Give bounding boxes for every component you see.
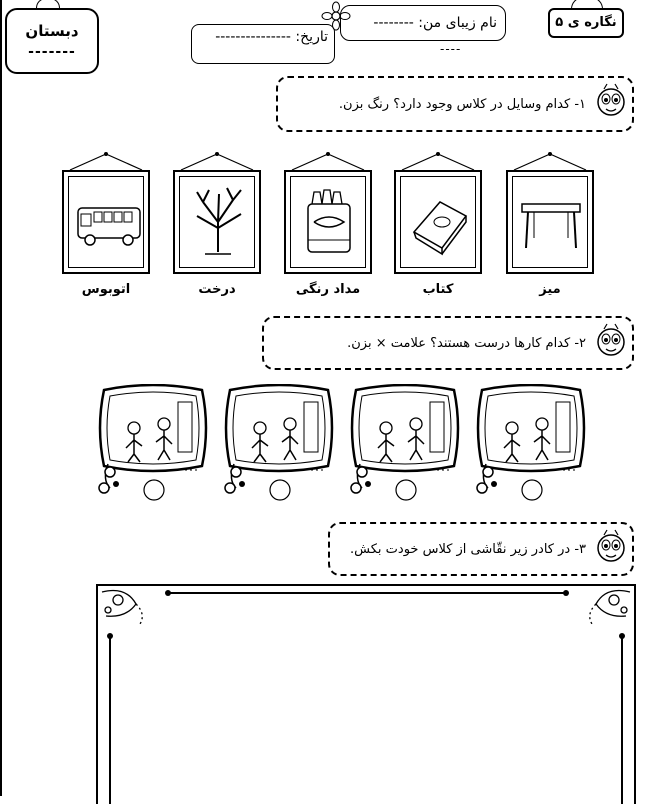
picture-frame[interactable] [506, 170, 594, 274]
question-1-text: ۱- کدام وسایل در کلاس وجود دارد؟ رنگ بزن. [338, 96, 586, 112]
question-1-box [276, 76, 634, 132]
picture-caption: مداد رنگی [295, 282, 361, 297]
hanging-string-icon [62, 150, 150, 172]
picture-frame[interactable] [284, 170, 372, 274]
name-label: نام زیبای من: -------- [373, 15, 497, 31]
lesson-label: نگاره ی ۵ [555, 15, 617, 30]
cartoon-face-icon [594, 322, 628, 360]
lesson-box [548, 8, 624, 38]
school-box [5, 8, 99, 74]
picture-frame[interactable] [394, 170, 482, 274]
hanging-string-icon [506, 150, 594, 172]
corner-flourish-icon [102, 591, 142, 625]
picture-caption: اتوبوس [81, 282, 131, 297]
book-icon [404, 182, 474, 262]
crayon-box-icon [294, 182, 364, 262]
tree-icon [183, 182, 253, 262]
name-blank: ---- [440, 42, 462, 56]
picture-caption: میز [539, 282, 561, 297]
school-blank: ------- [28, 44, 76, 60]
student-cleaning-desk-scene-icon [94, 384, 212, 508]
desk-icon [516, 182, 586, 262]
bus-icon [72, 182, 142, 262]
name-box [340, 5, 506, 41]
question-3-text: ۳- در کادر زیر نقّاشی از کلاس خودت بکش. [350, 541, 586, 557]
picture-caption: درخت [198, 282, 236, 297]
students-lining-up-scene-icon [346, 384, 464, 508]
picture-frame[interactable] [173, 170, 261, 274]
picture-caption: کتاب [422, 282, 454, 297]
school-label: دبستان [25, 22, 79, 40]
corner-flourish-icon [590, 591, 630, 625]
page-edge [0, 0, 2, 796]
drawing-frame[interactable] [96, 584, 636, 804]
date-box [191, 24, 335, 64]
question-2-box [262, 316, 634, 370]
cartoon-face-icon [594, 528, 628, 566]
question-3-box [328, 522, 634, 576]
hanging-string-icon [284, 150, 372, 172]
cartoon-face-icon [594, 82, 628, 120]
date-label: تاریخ: --------------- [215, 29, 328, 45]
question-2-text: ۲- کدام کارها درست هستند؟ علامت × بزن. [347, 335, 586, 351]
students-pushing-scene-icon [472, 384, 590, 508]
picture-frame[interactable] [62, 170, 150, 274]
hanging-string-icon [173, 150, 261, 172]
student-throwing-trash-scene-icon [220, 384, 338, 508]
hanging-string-icon [394, 150, 482, 172]
